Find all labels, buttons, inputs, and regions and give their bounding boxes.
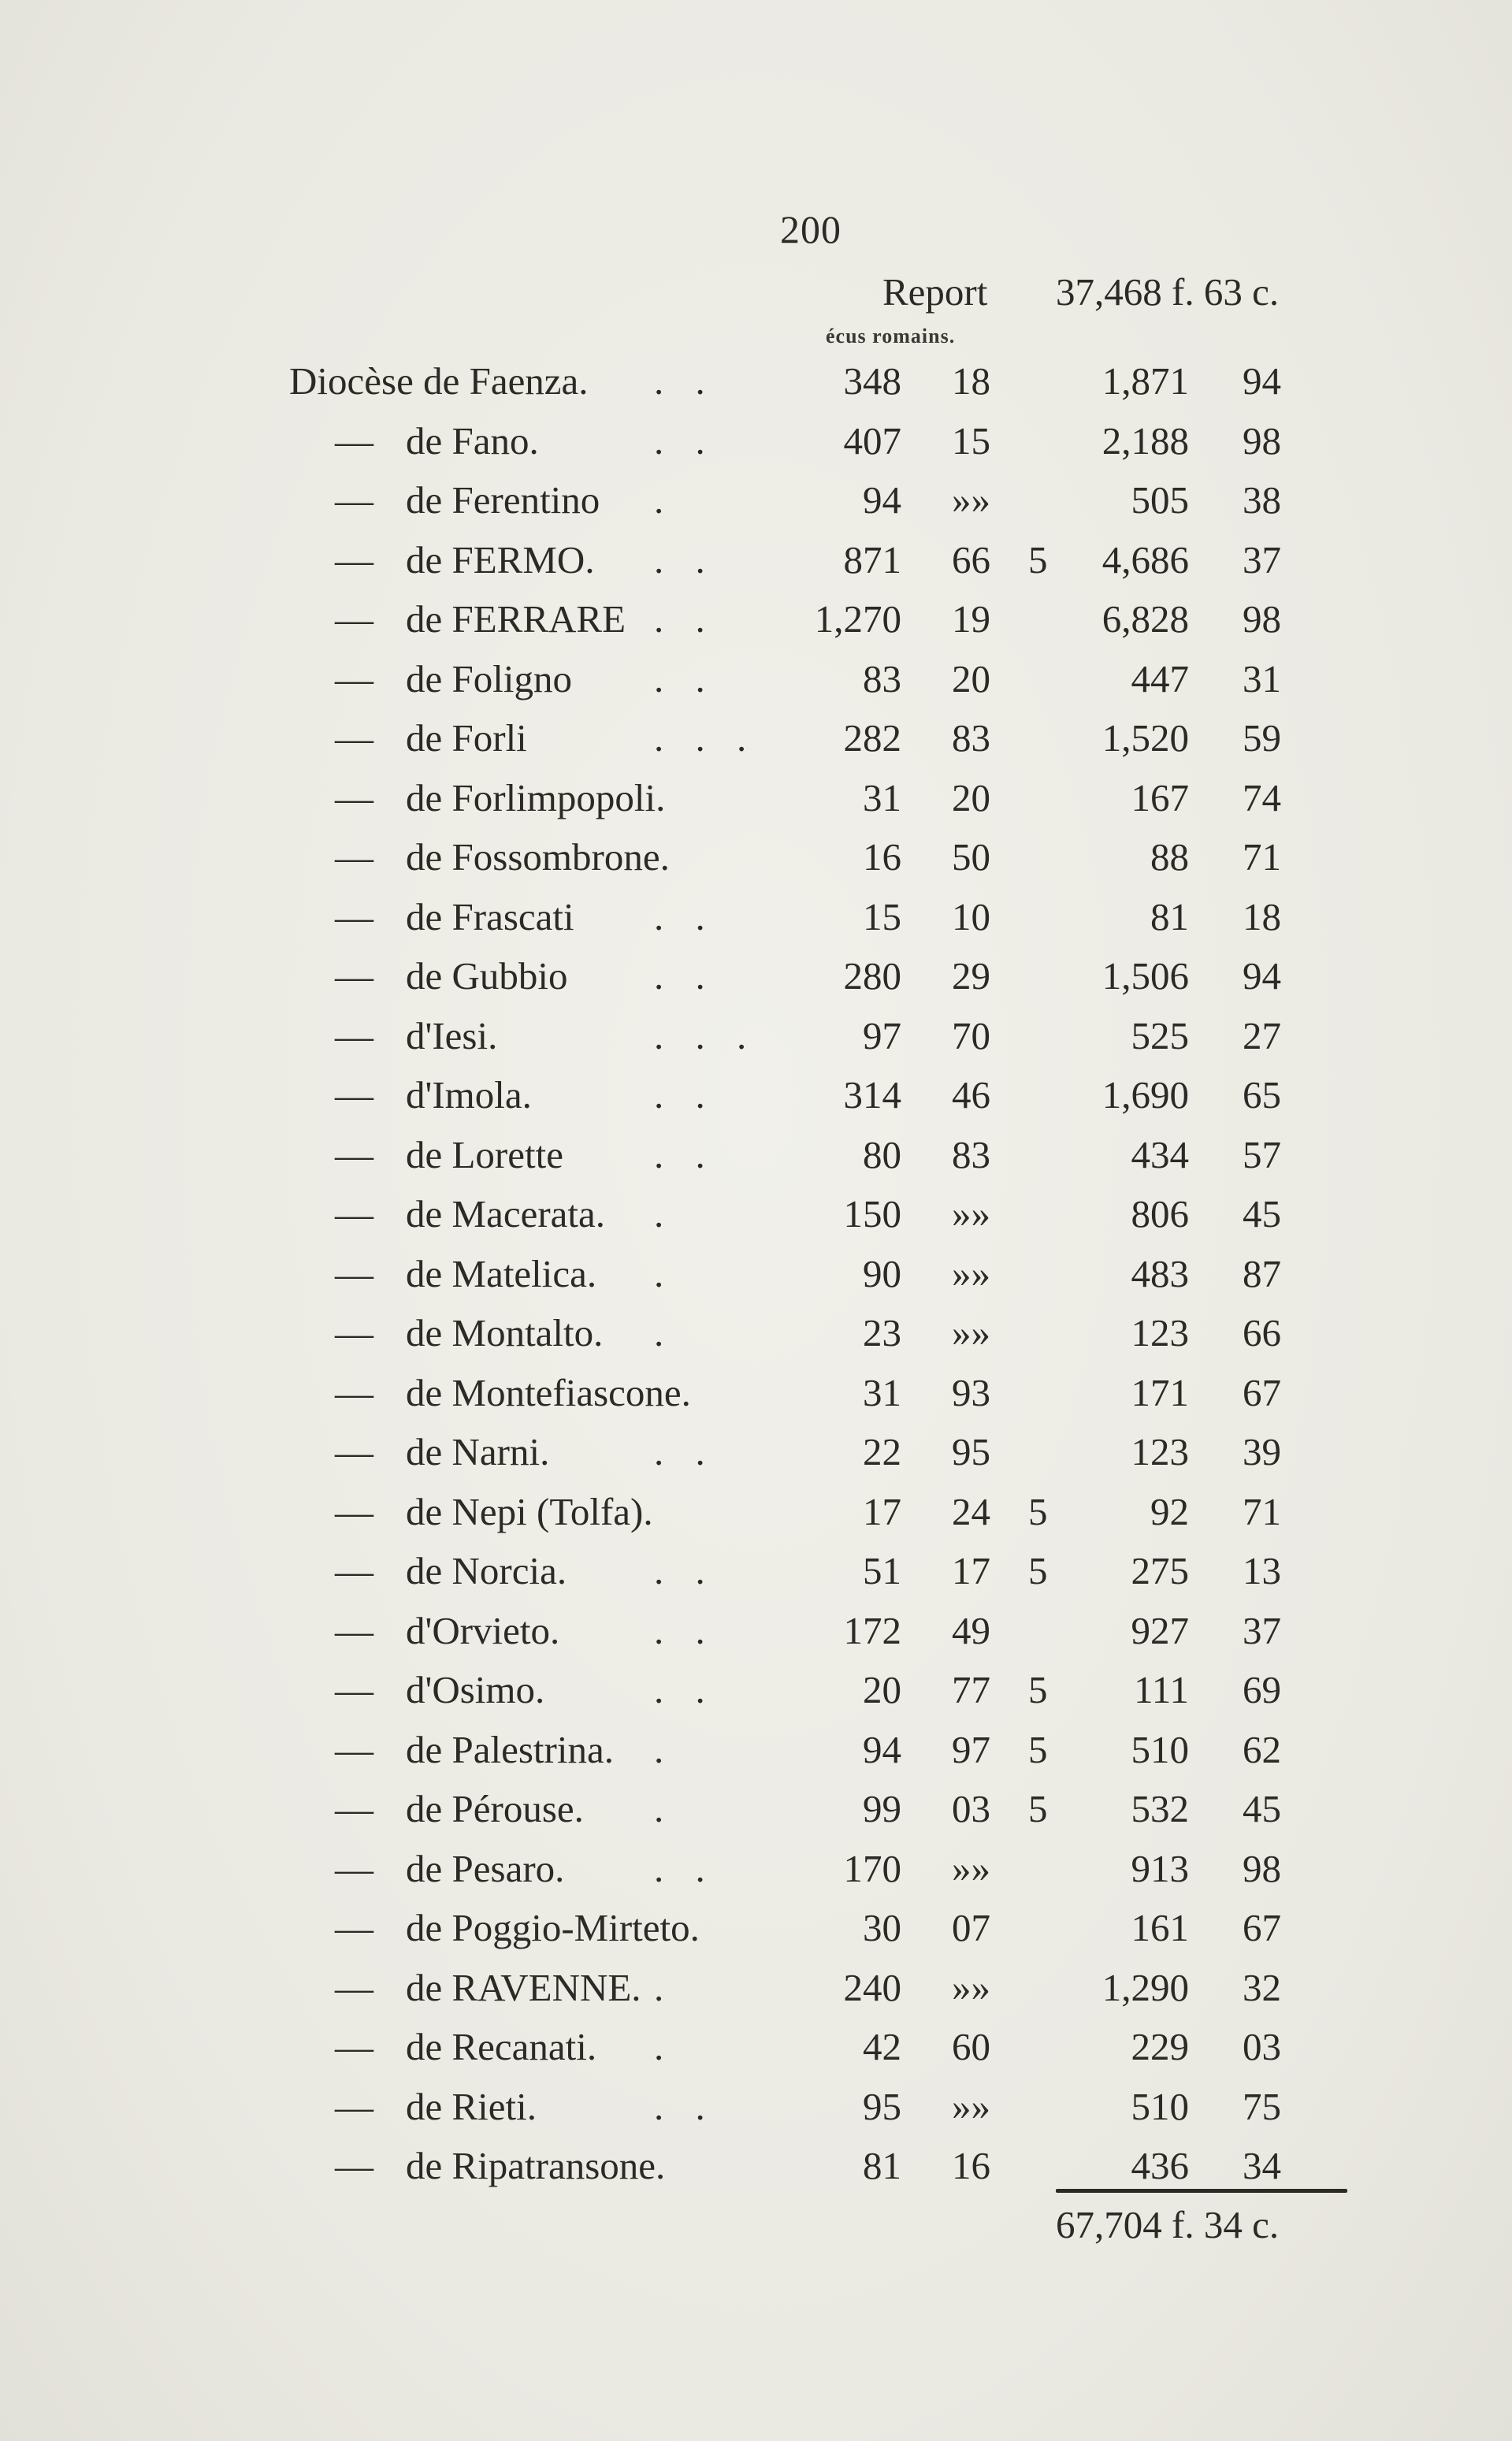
- centimes-value: 71: [1243, 1489, 1281, 1533]
- diocese-table: [0, 359, 1512, 2203]
- ecus-column-header: écus romains.: [826, 325, 956, 347]
- half-value: 5: [1028, 537, 1048, 581]
- table-row: [0, 537, 1512, 597]
- row-dash: —: [335, 1132, 373, 1176]
- diocese-name: de Pérouse.: [406, 1787, 584, 1830]
- table-row: [0, 834, 1512, 894]
- diocese-name: de Macerata.: [406, 1192, 605, 1235]
- table-row: [0, 894, 1512, 954]
- row-dash: —: [335, 537, 373, 581]
- table-row: [0, 1429, 1512, 1489]
- diocese-name: d'Osimo.: [406, 1668, 545, 1711]
- centimes-value: 37: [1243, 537, 1281, 581]
- table-row: [0, 1310, 1512, 1370]
- half-value: 5: [1028, 1668, 1048, 1711]
- leader-dots: .: [654, 1311, 675, 1354]
- row-dash: —: [335, 1549, 373, 1592]
- diocese-name: de Forli: [406, 716, 527, 760]
- ecus-value: 51: [863, 1549, 901, 1592]
- baiocchi-value: 97: [952, 1727, 990, 1771]
- table-row: [0, 1251, 1512, 1311]
- francs-value: 1,290: [1101, 1965, 1189, 2009]
- table-row: [0, 1846, 1512, 1906]
- ecus-value: 94: [863, 478, 901, 522]
- report-value: 37,468 f. 63 c.: [1056, 270, 1280, 314]
- ecus-value: 172: [843, 1608, 901, 1652]
- baiocchi-value: 83: [952, 716, 990, 760]
- leader-dots: .: [654, 1965, 675, 2009]
- ecus-value: 31: [863, 775, 901, 819]
- row-dash: —: [335, 1489, 373, 1533]
- baiocchi-value: »»: [952, 1192, 990, 1235]
- baiocchi-value: 95: [952, 1430, 990, 1473]
- table-row: [0, 715, 1512, 775]
- ecus-value: 42: [863, 2025, 901, 2068]
- diocese-name: de Rieti.: [406, 2084, 537, 2128]
- report-label: Report: [882, 270, 988, 314]
- centimes-value: 32: [1243, 1965, 1281, 2009]
- leader-dots: .: [654, 1192, 675, 1235]
- row-dash: —: [335, 1311, 373, 1354]
- centimes-value: 87: [1243, 1251, 1281, 1295]
- leader-dots: . .: [654, 1132, 716, 1176]
- ecus-value: 20: [863, 1668, 901, 1711]
- table-row: [0, 953, 1512, 1013]
- diocese-name: de Lorette: [406, 1132, 563, 1176]
- table-row: [0, 2024, 1512, 2084]
- centimes-value: 69: [1243, 1668, 1281, 1711]
- centimes-value: 98: [1243, 418, 1281, 463]
- table-row: [0, 359, 1512, 418]
- row-dash: —: [335, 1727, 373, 1771]
- table-row: [0, 2143, 1512, 2203]
- ecus-value: 81: [863, 2144, 901, 2187]
- francs-value: 505: [1131, 478, 1189, 522]
- table-row: [0, 656, 1512, 716]
- leader-dots: . . .: [654, 1013, 758, 1057]
- ecus-value: 150: [843, 1192, 901, 1235]
- francs-value: 447: [1131, 656, 1189, 700]
- baiocchi-value: 19: [952, 597, 990, 641]
- row-dash: —: [335, 656, 373, 700]
- baiocchi-value: 17: [952, 1549, 990, 1592]
- row-dash: —: [335, 954, 373, 998]
- francs-value: 161: [1131, 1906, 1189, 1949]
- row-dash: —: [335, 1668, 373, 1711]
- baiocchi-value: 07: [952, 1906, 990, 1949]
- row-dash: —: [335, 1787, 373, 1830]
- francs-value: 532: [1131, 1787, 1189, 1830]
- baiocchi-value: 24: [952, 1489, 990, 1533]
- centimes-value: 45: [1243, 1787, 1281, 1830]
- half-value: 5: [1028, 1787, 1048, 1830]
- francs-value: 436: [1131, 2144, 1189, 2187]
- francs-value: 927: [1131, 1608, 1189, 1652]
- diocese-name: de Narni.: [406, 1430, 550, 1473]
- table-row: [0, 1132, 1512, 1192]
- half-value: 5: [1028, 1727, 1048, 1771]
- diocese-name: de Gubbio: [406, 954, 568, 998]
- baiocchi-value: 50: [952, 835, 990, 879]
- baiocchi-value: 83: [952, 1132, 990, 1176]
- row-dash: —: [335, 1846, 373, 1890]
- baiocchi-value: 46: [952, 1073, 990, 1116]
- ecus-value: 95: [863, 2084, 901, 2128]
- francs-value: 510: [1131, 1727, 1189, 1771]
- leader-dots: . . .: [654, 716, 758, 760]
- table-row: [0, 418, 1512, 478]
- baiocchi-value: 03: [952, 1787, 990, 1830]
- diocese-name: de Foligno: [406, 656, 572, 700]
- francs-value: 123: [1131, 1311, 1189, 1354]
- table-row: [0, 1727, 1512, 1787]
- row-dash: —: [335, 1370, 373, 1414]
- diocese-name: de RAVENNE.: [406, 1965, 641, 2009]
- baiocchi-value: »»: [952, 1251, 990, 1295]
- leader-dots: .: [654, 1787, 675, 1830]
- table-row: [0, 1965, 1512, 2025]
- diocese-name: de Ripatransone.: [406, 2144, 666, 2187]
- baiocchi-value: 77: [952, 1668, 990, 1711]
- table-row: [0, 596, 1512, 656]
- baiocchi-value: »»: [952, 2084, 990, 2128]
- centimes-value: 03: [1243, 2025, 1281, 2068]
- row-dash: —: [335, 1430, 373, 1473]
- table-row: [0, 1013, 1512, 1073]
- row-dash: —: [335, 1251, 373, 1295]
- diocese-name: de Palestrina.: [406, 1727, 614, 1771]
- baiocchi-value: 29: [952, 954, 990, 998]
- centimes-value: 37: [1243, 1608, 1281, 1652]
- francs-value: 111: [1134, 1668, 1189, 1711]
- baiocchi-value: »»: [952, 478, 990, 522]
- row-dash: —: [335, 2144, 373, 2187]
- diocese-name: de FERRARE: [406, 597, 626, 641]
- centimes-value: 67: [1243, 1370, 1281, 1414]
- leader-dots: . .: [654, 1668, 716, 1711]
- centimes-value: 75: [1243, 2084, 1281, 2128]
- ecus-value: 282: [843, 716, 901, 760]
- leader-dots: .: [654, 1251, 675, 1295]
- francs-value: 1,871: [1101, 359, 1189, 403]
- baiocchi-value: 20: [952, 775, 990, 819]
- centimes-value: 31: [1243, 656, 1281, 700]
- ecus-value: 16: [863, 835, 901, 879]
- baiocchi-value: 66: [952, 537, 990, 581]
- centimes-value: 34: [1243, 2144, 1281, 2187]
- centimes-value: 18: [1243, 894, 1281, 938]
- centimes-value: 98: [1243, 597, 1281, 641]
- ecus-value: 99: [863, 1787, 901, 1830]
- diocese-name: de Ferentino: [406, 478, 600, 522]
- diocese-name: de FERMO.: [406, 537, 595, 581]
- row-dash: —: [335, 1192, 373, 1235]
- table-row: [0, 2084, 1512, 2144]
- baiocchi-value: 10: [952, 894, 990, 938]
- diocese-name: d'Iesi.: [406, 1013, 498, 1057]
- ecus-value: 15: [863, 894, 901, 938]
- centimes-value: 27: [1243, 1013, 1281, 1057]
- centimes-value: 74: [1243, 775, 1281, 819]
- centimes-value: 71: [1243, 835, 1281, 879]
- diocese-name: de Poggio-Mirteto.: [406, 1906, 700, 1949]
- row-dash: —: [335, 2084, 373, 2128]
- centimes-value: 65: [1243, 1073, 1281, 1116]
- row-dash: —: [335, 775, 373, 819]
- diocese-name: d'Imola.: [406, 1073, 532, 1116]
- francs-value: 275: [1131, 1549, 1189, 1592]
- leader-dots: . .: [654, 2084, 716, 2128]
- francs-value: 88: [1150, 835, 1189, 879]
- row-dash: —: [335, 597, 373, 641]
- leader-dots: . .: [654, 1073, 716, 1116]
- baiocchi-value: 15: [952, 418, 990, 463]
- table-row: [0, 1072, 1512, 1132]
- diocese-name: de Pesaro.: [406, 1846, 565, 1890]
- table-row: [0, 1667, 1512, 1727]
- diocese-name: de Matelica.: [406, 1251, 597, 1295]
- francs-value: 229: [1131, 2025, 1189, 2068]
- page-number: 200: [780, 207, 841, 251]
- centimes-value: 13: [1243, 1549, 1281, 1592]
- francs-value: 4,686: [1101, 537, 1189, 581]
- ecus-value: 97: [863, 1013, 901, 1057]
- francs-value: 913: [1131, 1846, 1189, 1890]
- diocese-name: de Forlimpopoli.: [406, 775, 666, 819]
- total-value: 67,704 f. 34 c.: [1056, 2203, 1280, 2246]
- leader-dots: . .: [654, 656, 716, 700]
- ecus-value: 83: [863, 656, 901, 700]
- baiocchi-value: 16: [952, 2144, 990, 2187]
- baiocchi-value: »»: [952, 1846, 990, 1890]
- row-dash: —: [335, 2025, 373, 2068]
- baiocchi-value: 20: [952, 656, 990, 700]
- ecus-value: 280: [843, 954, 901, 998]
- ecus-value: 22: [863, 1430, 901, 1473]
- row-dash: —: [335, 418, 373, 463]
- ecus-value: 348: [843, 359, 901, 403]
- diocese-name: Diocèse de Faenza.: [289, 359, 589, 403]
- francs-value: 434: [1131, 1132, 1189, 1176]
- centimes-value: 39: [1243, 1430, 1281, 1473]
- table-row: [0, 1905, 1512, 1965]
- row-dash: —: [335, 478, 373, 522]
- diocese-name: de Frascati: [406, 894, 574, 938]
- half-value: 5: [1028, 1489, 1048, 1533]
- leader-dots: . .: [654, 1846, 716, 1890]
- baiocchi-value: 70: [952, 1013, 990, 1057]
- baiocchi-value: 49: [952, 1608, 990, 1652]
- centimes-value: 38: [1243, 478, 1281, 522]
- centimes-value: 94: [1243, 954, 1281, 998]
- francs-value: 92: [1150, 1489, 1189, 1533]
- francs-value: 510: [1131, 2084, 1189, 2128]
- leader-dots: .: [654, 2025, 675, 2068]
- francs-value: 1,690: [1101, 1073, 1189, 1116]
- ecus-value: 314: [843, 1073, 901, 1116]
- diocese-name: de Norcia.: [406, 1549, 567, 1592]
- leader-dots: . .: [654, 894, 716, 938]
- leader-dots: . .: [654, 418, 716, 463]
- centimes-value: 59: [1243, 716, 1281, 760]
- leader-dots: .: [654, 1727, 675, 1771]
- ecus-value: 170: [843, 1846, 901, 1890]
- row-dash: —: [335, 716, 373, 760]
- ecus-value: 1,270: [814, 597, 901, 641]
- centimes-value: 45: [1243, 1192, 1281, 1235]
- leader-dots: . .: [654, 537, 716, 581]
- leader-dots: . .: [654, 359, 716, 403]
- francs-value: 525: [1131, 1013, 1189, 1057]
- table-row: [0, 1370, 1512, 1430]
- diocese-name: d'Orvieto.: [406, 1608, 560, 1652]
- ecus-value: 30: [863, 1906, 901, 1949]
- ecus-value: 17: [863, 1489, 901, 1533]
- centimes-value: 66: [1243, 1311, 1281, 1354]
- diocese-name: de Fano.: [406, 418, 539, 463]
- table-row: [0, 1548, 1512, 1608]
- centimes-value: 67: [1243, 1906, 1281, 1949]
- ecus-value: 31: [863, 1370, 901, 1414]
- francs-value: 483: [1131, 1251, 1189, 1295]
- baiocchi-value: 18: [952, 359, 990, 403]
- leader-dots: .: [654, 478, 675, 522]
- row-dash: —: [335, 894, 373, 938]
- diocese-name: de Recanati.: [406, 2025, 597, 2068]
- ecus-value: 94: [863, 1727, 901, 1771]
- diocese-name: de Nepi (Tolfa).: [406, 1489, 653, 1533]
- table-row: [0, 1786, 1512, 1846]
- francs-value: 806: [1131, 1192, 1189, 1235]
- total-rule: [1056, 2189, 1347, 2193]
- ecus-value: 407: [843, 418, 901, 463]
- centimes-value: 94: [1243, 359, 1281, 403]
- ecus-value: 90: [863, 1251, 901, 1295]
- leader-dots: . .: [654, 954, 716, 998]
- row-dash: —: [335, 1906, 373, 1949]
- francs-value: 2,188: [1101, 418, 1189, 463]
- leader-dots: . .: [654, 1608, 716, 1652]
- row-dash: —: [335, 1965, 373, 2009]
- francs-value: 123: [1131, 1430, 1189, 1473]
- centimes-value: 98: [1243, 1846, 1281, 1890]
- leader-dots: . .: [654, 597, 716, 641]
- centimes-value: 57: [1243, 1132, 1281, 1176]
- half-value: 5: [1028, 1549, 1048, 1592]
- leader-dots: . .: [654, 1430, 716, 1473]
- baiocchi-value: 60: [952, 2025, 990, 2068]
- table-row: [0, 1191, 1512, 1251]
- francs-value: 1,520: [1101, 716, 1189, 760]
- francs-value: 171: [1131, 1370, 1189, 1414]
- row-dash: —: [335, 1608, 373, 1652]
- ecus-value: 80: [863, 1132, 901, 1176]
- francs-value: 1,506: [1101, 954, 1189, 998]
- diocese-name: de Montefiascone.: [406, 1370, 691, 1414]
- leader-dots: . .: [654, 1549, 716, 1592]
- ecus-value: 240: [843, 1965, 901, 2009]
- diocese-name: de Montalto.: [406, 1311, 604, 1354]
- report-carried-forward: [0, 269, 1512, 317]
- centimes-value: 62: [1243, 1727, 1281, 1771]
- ecus-value: 23: [863, 1311, 901, 1354]
- table-row: [0, 477, 1512, 537]
- table-row: [0, 1608, 1512, 1668]
- table-row: [0, 1489, 1512, 1549]
- table-row: [0, 775, 1512, 835]
- francs-value: 81: [1150, 894, 1189, 938]
- francs-value: 167: [1131, 775, 1189, 819]
- baiocchi-value: »»: [952, 1311, 990, 1354]
- row-dash: —: [335, 1013, 373, 1057]
- baiocchi-value: 93: [952, 1370, 990, 1414]
- row-dash: —: [335, 835, 373, 879]
- ecus-value: 871: [843, 537, 901, 581]
- francs-value: 6,828: [1101, 597, 1189, 641]
- diocese-name: de Fossombrone.: [406, 835, 670, 879]
- baiocchi-value: »»: [952, 1965, 990, 2009]
- row-dash: —: [335, 1073, 373, 1116]
